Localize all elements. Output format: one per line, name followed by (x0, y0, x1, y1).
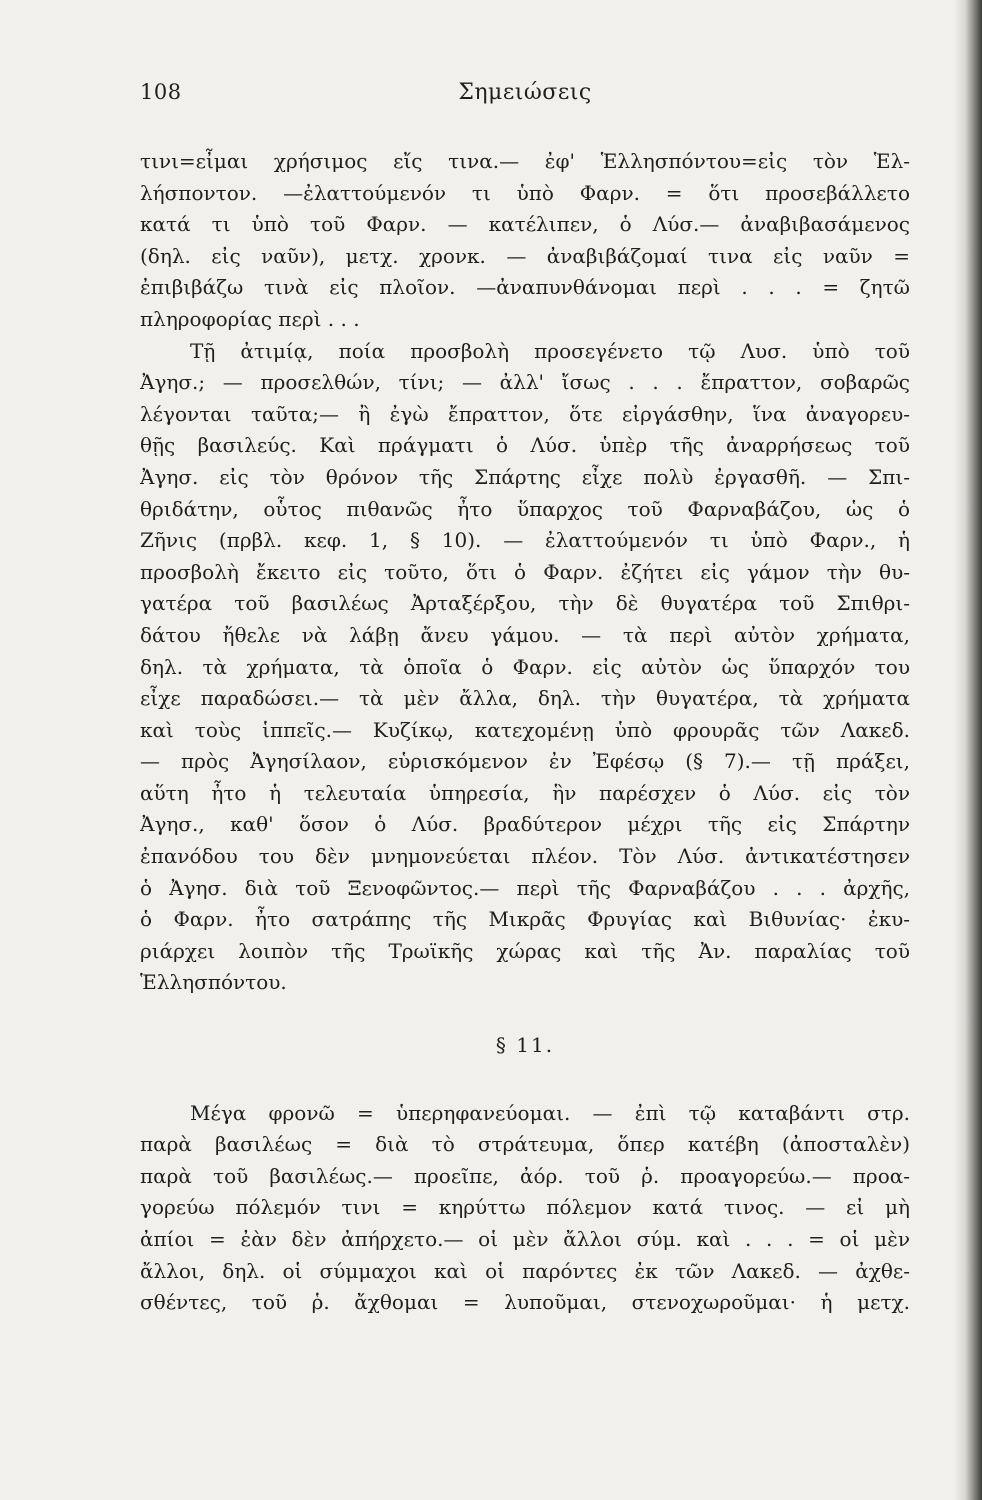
text-line: θῇς βασιλεύς. Καὶ πράγματι ὁ Λύσ. ὑπὲρ τῆς ἀναρρήσεως τοῦ (140, 433, 910, 458)
text-line: ἐπανόδου του δὲν μνημονεύεται πλέον. Τὸν Λύσ. ἀντικατέστησεν (140, 844, 910, 869)
page-edge-shadow (954, 0, 982, 1500)
text-line: προσβολὴ ἔκειτο εἰς τοῦτο, ὅτι ὁ Φαρν. ἐζήτει εἰς γάμον τὴν θυ- (140, 559, 910, 584)
text-line: αὕτη ἦτο ἡ τελευταία ὑπηρεσία, ἣν παρέσχεν ὁ Λύσ. εἰς τὸν (140, 780, 910, 805)
text-line: καὶ τοὺς ἱππεῖς.— Κυζίκῳ, κατεχομένῃ ὑπὸ φρουρᾶς τῶν Λακεδ. (140, 717, 910, 742)
body-text (140, 146, 910, 1319)
text-line: πληροφορίας περὶ . . . (140, 306, 360, 331)
text-line: παρὰ βασιλέως = διὰ τὸ στράτευμα, ὅπερ κατέβη (ἀποσταλὲν) (140, 1132, 910, 1157)
paragraph-1 (140, 146, 910, 336)
text-line: γορεύω πόλεμόν τινι = κηρύττω πόλεμον κατά τινος. — εἰ μὴ (140, 1195, 910, 1220)
text-line: Ἀγησ., καθ' ὅσον ὁ Λύσ. βραδύτερον μέχρι τῆς εἰς Σπάρτην (140, 812, 910, 837)
page-header (140, 80, 910, 114)
text-line: Ἑλλησπόντου. (140, 970, 287, 995)
page-number: 108 (140, 80, 182, 104)
text-line: λέγονται ταῦτα;— ἢ ἐγὼ ἔπραττον, ὅτε εἰργάσθην, ἵνα ἀναγορευ- (140, 401, 910, 426)
text-line: θριδάτην, οὗτος πιθανῶς ἦτο ὕπαρχος τοῦ Φαρναβάζου, ὡς ὁ (140, 496, 910, 521)
text-line: Τῇ ἀτιμίᾳ, ποία προσβολὴ προσεγένετο τῷ Λυσ. ὑπὸ τοῦ (190, 338, 910, 363)
text-line: Ζῆνις (πρβλ. κεφ. 1, § 10). — ἐλαττούμενόν τι ὑπὸ Φαρν., ἡ (140, 528, 910, 553)
text-line: κατά τι ὑπὸ τοῦ Φαρν. — κατέλιπεν, ὁ Λύσ.— ἀναβιβασάμενος (140, 212, 910, 237)
text-line: εἶχε παραδώσει.— τὰ μὲν ἄλλα, δηλ. τὴν θυγατέρα, τὰ χρήματα (140, 686, 910, 711)
text-line: ἄλλοι, δηλ. οἱ σύμμαχοι καὶ οἱ παρόντες ἐκ τῶν Λακεδ. — ἀχθε- (140, 1258, 910, 1283)
text-line: ἐπιβιβάζω τινὰ εἰς πλοῖον. —ἀναπυνθάνομαι περὶ . . . = ζητῶ (140, 275, 910, 300)
text-line: παρὰ τοῦ βασιλέως.— προεῖπε, ἀόρ. τοῦ ῥ. προαγορεύω.— προα- (140, 1163, 910, 1188)
text-line: ὁ Φαρν. ἦτο σατράπης τῆς Μικρᾶς Φρυγίας καὶ Βιθυνίας· ἐκυ- (140, 907, 910, 932)
text-line: Ἀγησ.; — προσελθών, τίνι; — ἀλλ' ἴσως . . . ἔπραττον, σοβαρῶς (140, 370, 910, 395)
paragraph-2 (140, 336, 910, 999)
running-title: Σημειώσεις (458, 80, 592, 105)
text-line: ἀπίοι = ἐὰν δὲν ἀπήρχετο.— οἱ μὲν ἄλλοι σύμ. καὶ . . . = οἱ μὲν (140, 1227, 910, 1251)
text-line: σθέντες, τοῦ ῥ. ἄχθομαι = λυποῦμαι, στενοχωροῦμαι· ἡ μετχ. (140, 1290, 910, 1315)
text-line: ριάρχει λοιπὸν τῆς Τρωϊκῆς χώρας καὶ τῆς Ἀν. παραλίας τοῦ (140, 938, 910, 963)
text-line: — πρὸς Ἀγησίλαον, εὑρισκόμενον ἐν Ἐφέσῳ (§ 7).— τῇ πράξει, (140, 749, 910, 774)
text-line: γατέρα τοῦ βασιλέως Ἀρταξέρξου, τὴν δὲ θυγατέρα τοῦ Σπιθρι- (140, 591, 910, 616)
text-line: Μέγα φρονῶ = ὑπερηφανεύομαι. — ἐπὶ τῷ καταβάντι στρ. (190, 1100, 910, 1125)
text-line: δηλ. τὰ χρήματα, τὰ ὁποῖα ὁ Φαρν. εἰς αὐτὸν ὡς ὕπαρχόν του (140, 654, 910, 679)
text-line: δάτου ἤθελε νὰ λάβῃ ἄνευ γάμου. — τὰ περὶ αὐτὸν χρήματα, (140, 622, 910, 647)
text-line: τινι=εἶμαι χρήσιμος εἴς τινα.— ἐφ' Ἑλλησπόντου=εἰς τὸν Ἑλ- (140, 149, 910, 173)
section-heading: § 11. (495, 1033, 555, 1058)
paragraph-3 (140, 1098, 910, 1319)
text-line: ὁ Ἀγησ. διὰ τοῦ Ξενοφῶντος.— περὶ τῆς Φαρναβάζου . . . ἀρχῆς, (140, 875, 910, 900)
text-line: (δηλ. εἰς ναῦν), μετχ. χρονκ. — ἀναβιβάζομαί τινα εἰς ναῦν = (140, 243, 910, 268)
text-line: λήσποντον. —ἐλαττούμενόν τι ὑπὸ Φαρν. = ὅτι προσεβάλλετο (140, 180, 910, 205)
text-line: Ἀγησ. εἰς τὸν θρόνον τῆς Σπάρτης εἶχε πολὺ ἐργασθῆ. — Σπι- (140, 464, 910, 489)
